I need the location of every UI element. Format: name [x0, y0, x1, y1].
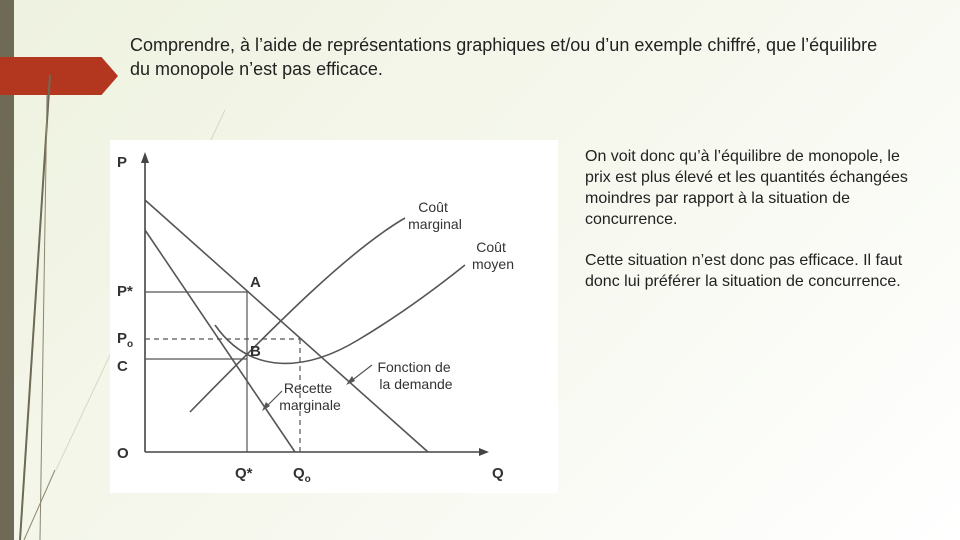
marginal-revenue-label: Recette marginale	[279, 380, 341, 413]
demand-label: Fonction de la demande	[377, 359, 453, 392]
x-axis-label: Q	[492, 465, 504, 482]
explanation-paragraph-2: Cette situation n’est donc pas efficace. Il faut donc lui préférer la situation de concurrence.	[585, 252, 903, 290]
marginal-cost-label: Coût marginal	[408, 199, 462, 232]
y-axis-label: P	[117, 154, 128, 171]
point-b-label: B	[250, 343, 261, 360]
q-o-label: $Q_o$	[293, 465, 311, 485]
x-axis-arrow	[479, 448, 489, 456]
p-o-label: $P_o$	[117, 330, 134, 350]
explanation-paragraph-1: On voit donc qu’à l’équilibre de monopole, le prix est plus élevé et les quantités échangées moindres par rapport à la situation de concurrence.	[585, 148, 908, 228]
q-star-label: Q*	[235, 465, 253, 482]
point-a-label: A	[250, 274, 261, 291]
p-star-label: P*	[117, 283, 133, 300]
monopoly-diagram	[110, 140, 558, 493]
monopoly-diagram-svg	[110, 140, 558, 493]
average-cost-label: Coût moyen	[471, 239, 515, 272]
marginal-revenue-curve	[145, 230, 295, 452]
origin-label: O	[117, 445, 129, 462]
y-axis-arrow	[141, 152, 149, 163]
slide-title: Comprendre, à l’aide de représentations graphiques et/ou d’un exemple chiffré, que l’équilibre du monopole n’est pas efficace.	[130, 35, 878, 79]
demand-curve	[145, 200, 428, 452]
explanation-text	[585, 146, 925, 312]
c-label: C	[117, 358, 128, 375]
